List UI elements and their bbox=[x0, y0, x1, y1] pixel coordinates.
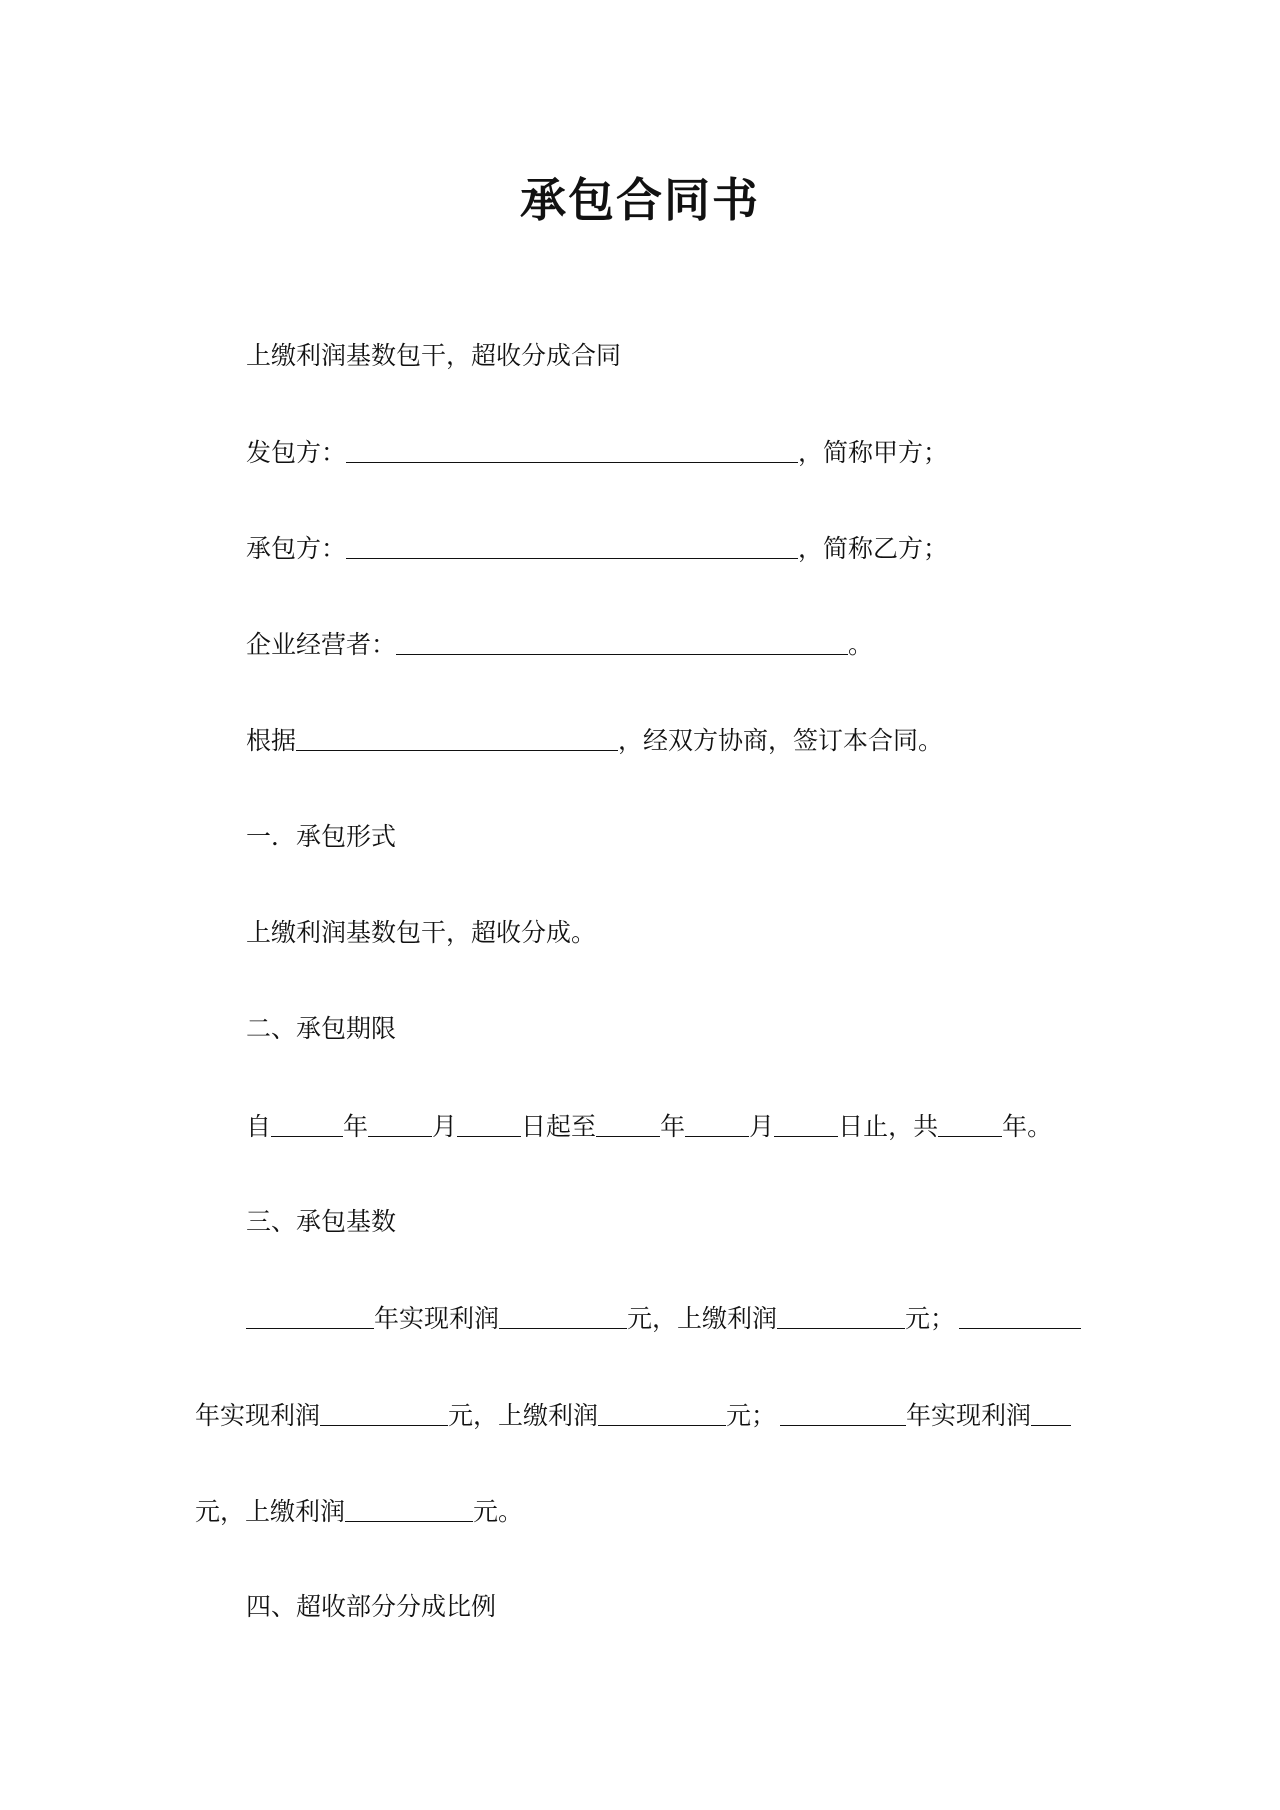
term-year-1: 年 bbox=[343, 1112, 369, 1141]
section1-body: 上缴利润基数包干，超收分成。 bbox=[246, 918, 597, 947]
issuer-blank[interactable] bbox=[346, 432, 798, 463]
term-year-2: 年 bbox=[660, 1112, 686, 1141]
basis-blank[interactable] bbox=[296, 720, 618, 751]
base-line-2 bbox=[195, 1395, 1071, 1436]
term-month-1: 月 bbox=[432, 1112, 458, 1141]
year2-blank[interactable] bbox=[959, 1298, 1081, 1329]
total-years-blank[interactable] bbox=[938, 1106, 1002, 1137]
contract-subtitle: 上缴利润基数包干，超收分成合同 bbox=[246, 341, 622, 370]
section4-heading: 四、超收部分分成比例 bbox=[246, 1592, 497, 1621]
year2-profit-blank[interactable] bbox=[320, 1395, 448, 1426]
term-month-2: 月 bbox=[749, 1112, 775, 1141]
year3-profit-label: 年实现利润 bbox=[906, 1401, 1032, 1430]
end-year-blank[interactable] bbox=[596, 1106, 660, 1137]
term-day-end-total: 日止，共 bbox=[838, 1112, 939, 1141]
contractor-blank[interactable] bbox=[346, 528, 798, 559]
section2-heading: 二、承包期限 bbox=[246, 1014, 397, 1043]
start-month-blank[interactable] bbox=[368, 1106, 432, 1137]
year1-paid-unit: 元； bbox=[905, 1304, 956, 1333]
year1-paid-label: 元，上缴利润 bbox=[627, 1304, 778, 1333]
year1-profit-label: 年实现利润 bbox=[374, 1304, 500, 1333]
operator-line bbox=[246, 624, 873, 665]
year3-blank[interactable] bbox=[780, 1395, 906, 1426]
issuer-line bbox=[246, 432, 948, 473]
start-year-blank[interactable] bbox=[271, 1106, 343, 1137]
contractor-line bbox=[246, 528, 948, 569]
year2-paid-blank[interactable] bbox=[598, 1395, 726, 1426]
year2-profit-label: 年实现利润 bbox=[195, 1401, 321, 1430]
issuer-suffix: ，简称甲方； bbox=[798, 438, 949, 467]
base-line-3 bbox=[195, 1491, 523, 1532]
year3-profit-blank[interactable] bbox=[1031, 1395, 1071, 1426]
section1-heading: 一．承包形式 bbox=[246, 822, 397, 851]
operator-blank[interactable] bbox=[396, 624, 848, 655]
basis-suffix: ，经双方协商，签订本合同。 bbox=[618, 726, 944, 755]
term-line bbox=[246, 1106, 1052, 1147]
end-day-blank[interactable] bbox=[774, 1106, 838, 1137]
term-from: 自 bbox=[246, 1112, 272, 1141]
year3-paid-unit: 元。 bbox=[473, 1497, 524, 1526]
term-day-until: 日起至 bbox=[521, 1112, 597, 1141]
document-title: 承包合同书 bbox=[520, 173, 760, 227]
operator-suffix: 。 bbox=[848, 630, 874, 659]
year1-paid-blank[interactable] bbox=[777, 1298, 905, 1329]
year1-blank[interactable] bbox=[246, 1298, 374, 1329]
start-day-blank[interactable] bbox=[457, 1106, 521, 1137]
end-month-blank[interactable] bbox=[685, 1106, 749, 1137]
term-years-end: 年。 bbox=[1002, 1112, 1053, 1141]
basis-prefix: 根据 bbox=[246, 726, 297, 755]
year1-profit-blank[interactable] bbox=[499, 1298, 627, 1329]
year3-paid-blank[interactable] bbox=[345, 1491, 473, 1522]
year2-paid-unit: 元； bbox=[726, 1401, 777, 1430]
year2-paid-label: 元，上缴利润 bbox=[448, 1401, 599, 1430]
year3-paid-label: 元，上缴利润 bbox=[195, 1497, 346, 1526]
contractor-label: 承包方： bbox=[246, 534, 347, 563]
base-line-1 bbox=[246, 1298, 1081, 1339]
section3-heading: 三、承包基数 bbox=[246, 1207, 397, 1236]
contractor-suffix: ，简称乙方； bbox=[798, 534, 949, 563]
issuer-label: 发包方： bbox=[246, 438, 347, 467]
operator-label: 企业经营者： bbox=[246, 630, 397, 659]
basis-line bbox=[246, 720, 943, 761]
